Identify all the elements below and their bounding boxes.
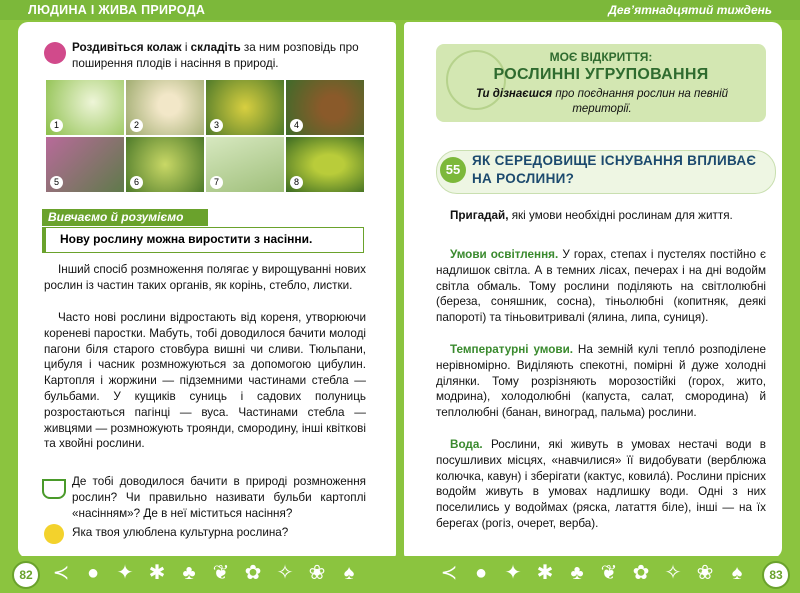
butterfly-icon: ✿ bbox=[244, 562, 262, 584]
discovery-title: РОСЛИННІ УГРУПОВАННЯ bbox=[493, 66, 709, 83]
intro-mid: і bbox=[181, 41, 191, 54]
week-title: Дев’ятнадцятий тиждень bbox=[608, 3, 772, 17]
smile-icon bbox=[44, 524, 64, 544]
water-body: Рослини, які живуть в умовах нестачі води в посушливих місцях, «навчилися» її видобувати (верблюжа колючка, кавун) і зберігати (кактус, ковила́). Рослини прісних водойм живуть в умовах надлишку води. Одні з них поселились у водоймах (ряска, латаття біле), інші — на їх берегах (рогіз, очерет, верба). bbox=[436, 438, 766, 530]
discovery-label: МОЄ ВІДКРИТТЯ: bbox=[549, 50, 653, 64]
photo-label: 7 bbox=[210, 176, 223, 189]
photo-label: 2 bbox=[130, 119, 143, 132]
photo-collage bbox=[46, 80, 364, 192]
intro-bold2: складіть bbox=[190, 41, 241, 54]
recall-text bbox=[450, 208, 766, 224]
leaf-icon: ❦ bbox=[212, 562, 230, 584]
flower-icon: ❀ bbox=[308, 562, 326, 584]
recall-rest: які умови необхідні рослинам для життя. bbox=[508, 209, 733, 222]
discovery-desc-rest: про поєднання рослин на певній території. bbox=[552, 88, 729, 115]
paragraph-2: Часто нові рослини відростають від кореня, утворюючи кореневі паростки. Мабуть, тобі доводилося бачити молоді пагони біля старого стовбура вишні чи сливи. Тюльпани, цибуля і часник розмножуються за допомогою цибулин. Картопля і жоржини — підземними частинами стебла — бульбами. У кущиків суниць і садових полуниць розростаються пагінці — вуса. Частинами стебла — живцями — розмножують троянди, смородину, інші квіткові та хвойні рослини. bbox=[44, 311, 366, 451]
photo-label: 8 bbox=[290, 176, 303, 189]
tree-icon: ♣ bbox=[570, 562, 584, 584]
photo-label: 6 bbox=[130, 176, 143, 189]
ladybug-icon: ● bbox=[474, 562, 488, 584]
paragraph-1: Інший спосіб розмноження полягає у вирощуванні нових рослин із частин таких органів, як корінь, стебло, листки. bbox=[44, 263, 366, 292]
question-1: Де тобі доводилося бачити в природі розмноження рослин? Чи правильно називати бульби картоплі «насінням»? Де в неї міститься насіння? bbox=[72, 475, 366, 520]
photo-1 bbox=[46, 80, 124, 135]
temperature-paragraph bbox=[436, 342, 766, 421]
footer-icons-right bbox=[436, 560, 750, 586]
temperature-body: На земній кулі тепло́ розподілене нерівномірно. Виділяють спекотні, помірні й дуже холодні ділянки. Тому розрізняють морозостійкі (горох, жито, модрина), холодолюбні (капуста, салат, смородина) й теплолюбні (банан, виноград, пальма) рослини. bbox=[436, 343, 766, 420]
photo-4 bbox=[286, 80, 364, 135]
header-bar bbox=[0, 0, 800, 20]
photo-2 bbox=[126, 80, 204, 135]
leaf-icon: ❦ bbox=[600, 562, 618, 584]
photo-3 bbox=[206, 80, 284, 135]
basket-icon bbox=[42, 479, 66, 499]
section-title: ЛЮДИНА І ЖИВА ПРИРОДА bbox=[28, 3, 206, 17]
fish-icon: ≺ bbox=[440, 562, 458, 584]
fish-icon: ≺ bbox=[52, 562, 70, 584]
photo-8 bbox=[286, 137, 364, 192]
question-2: Яка твоя улюблена культурна рослина? bbox=[72, 526, 289, 539]
water-heading: Вода. bbox=[450, 438, 483, 451]
light-paragraph bbox=[436, 247, 766, 326]
bird-icon: ✦ bbox=[116, 562, 134, 584]
ladybug-icon: ● bbox=[86, 562, 100, 584]
rabbit-icon: ✧ bbox=[276, 562, 294, 584]
rule-box: Нову рослину можна виростити з насінни. bbox=[42, 227, 364, 253]
ant-icon: ✱ bbox=[536, 562, 554, 584]
flower-icon: ❀ bbox=[696, 562, 714, 584]
page-number-left: 82 bbox=[12, 561, 40, 589]
water-paragraph bbox=[436, 437, 766, 532]
light-heading: Умови освітлення. bbox=[450, 248, 559, 261]
discovery-desc bbox=[470, 87, 734, 117]
lesson-title: ЯК СЕРЕДОВИЩЕ ІСНУВАННЯ ВПЛИВАЄ НА РОСЛИНИ? bbox=[472, 153, 757, 186]
tree-icon: ♣ bbox=[182, 562, 196, 584]
bird-icon: ✦ bbox=[504, 562, 522, 584]
intro-bold1: Роздивіться колаж bbox=[72, 41, 182, 54]
photo-label: 5 bbox=[50, 176, 63, 189]
photo-6 bbox=[126, 137, 204, 192]
recall-bold: Пригадай, bbox=[450, 209, 509, 222]
ant-icon: ✱ bbox=[148, 562, 166, 584]
page-number-right: 83 bbox=[762, 561, 790, 589]
light-body: У горах, степах і пустелях постійно є надлишок світла. А в темних лісах, печерах і на дні водойм світла обмаль. Тому рослини поділяють на світлолюбні (береза, соняшник, сосна), тіньолюбні (копитняк, деякі папороті) та тіньовитривалі (ялина, липа, суниця). bbox=[436, 248, 766, 325]
lesson-number: 55 bbox=[440, 157, 466, 183]
photo-7 bbox=[206, 137, 284, 192]
photo-label: 3 bbox=[210, 119, 223, 132]
mushroom-icon: ♠ bbox=[731, 562, 743, 584]
collage-icon bbox=[44, 42, 66, 64]
photo-label: 4 bbox=[290, 119, 303, 132]
photo-label: 1 bbox=[50, 119, 63, 132]
intro-rest: за ним розповідь про поширення плодів і насіння в природі. bbox=[72, 41, 359, 70]
temperature-heading: Температурні умови. bbox=[450, 343, 574, 356]
rabbit-icon: ✧ bbox=[664, 562, 682, 584]
butterfly-icon: ✿ bbox=[632, 562, 650, 584]
mushroom-icon: ♠ bbox=[343, 562, 355, 584]
photo-5 bbox=[46, 137, 124, 192]
footer-icons-left bbox=[48, 560, 362, 586]
intro-text bbox=[72, 40, 368, 72]
learn-banner: Вивчаємо й розуміємо bbox=[42, 209, 208, 226]
discovery-desc-bold: Ти дізнаєшся bbox=[475, 88, 553, 100]
